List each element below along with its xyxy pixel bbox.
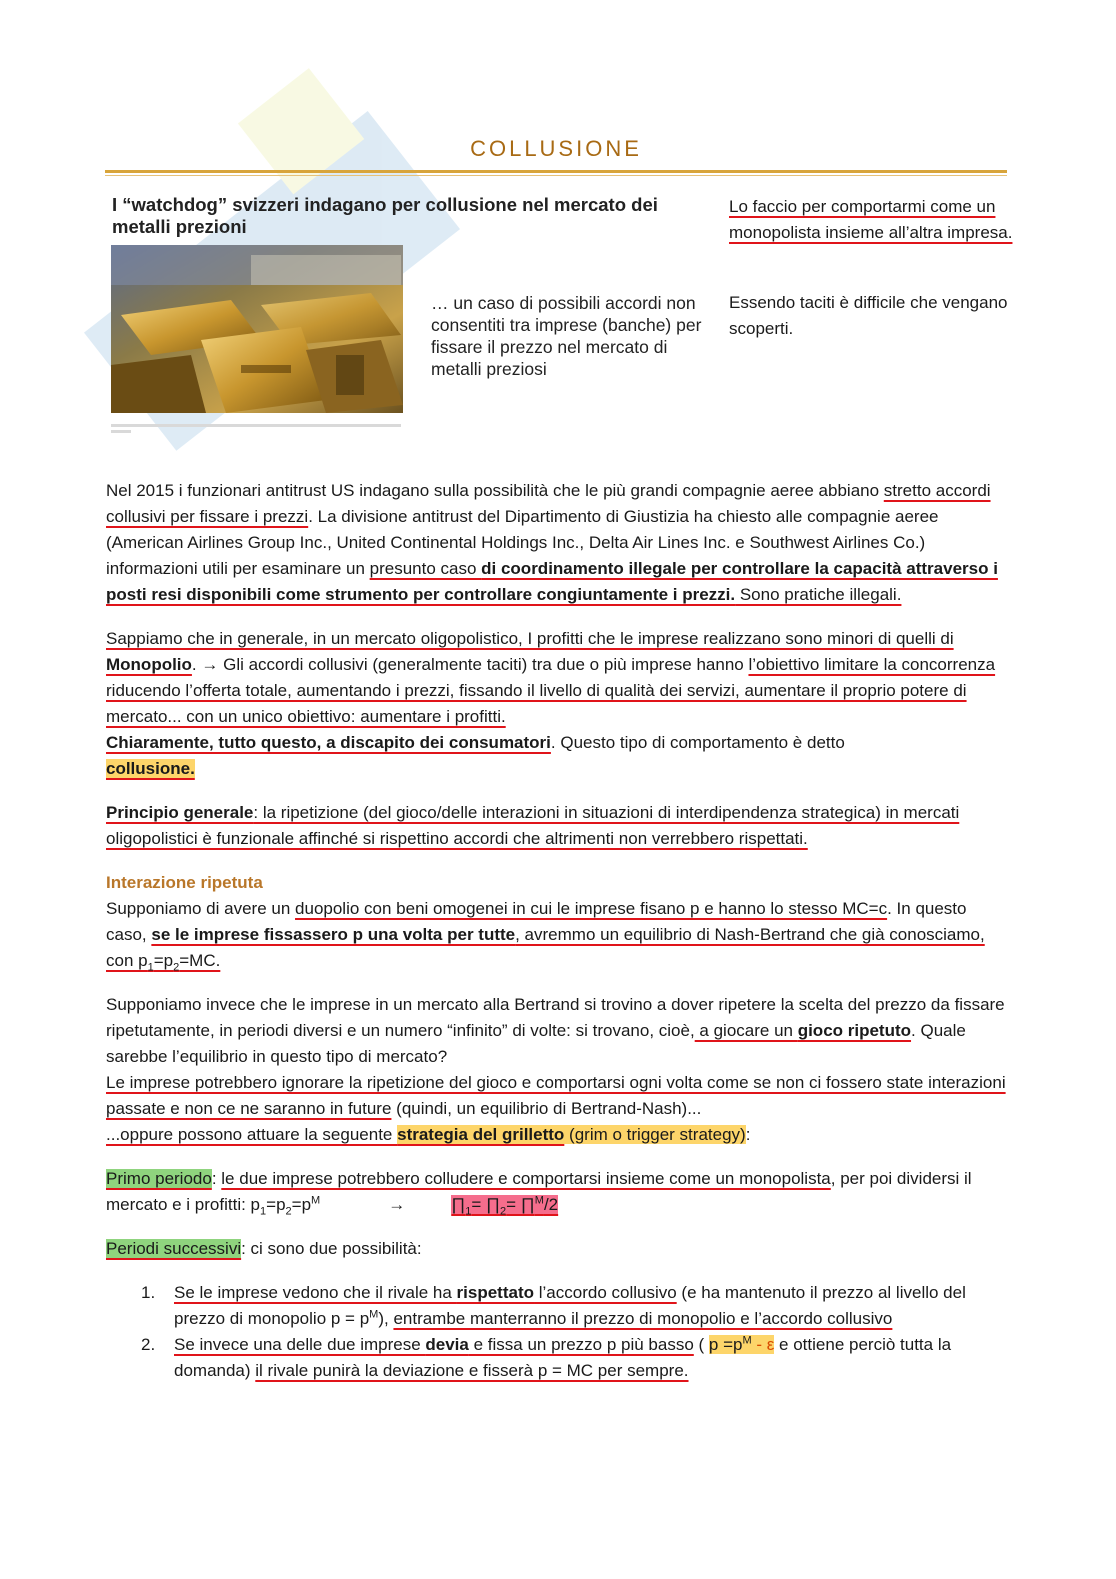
- gold-bars-photo: [111, 245, 403, 413]
- text-span: Chiaramente, tutto questo, a discapito dei consumatori: [106, 733, 551, 752]
- text-span: di coordinamento illegale per controllare la capacità attraverso i posti resi disponibili come strumento per controllare congiuntamente i prezzi.: [106, 559, 998, 604]
- text-span: =p: [153, 951, 174, 970]
- text-span: e fissa un prezzo p più basso: [468, 1335, 694, 1354]
- text-span: p =p: [708, 1335, 743, 1354]
- text-span: . Questo tipo di comportamento è detto: [550, 733, 845, 752]
- text-span: le due imprese potrebbero colludere e comportarsi insieme come un monopolista: [221, 1169, 831, 1188]
- text-span: M: [534, 1194, 544, 1207]
- text-span: M: [742, 1334, 752, 1347]
- text-span: (grim o trigger strategy): [564, 1125, 746, 1144]
- list-item: [106, 1332, 1011, 1384]
- text-span: collusione.: [106, 759, 195, 778]
- paragraph-oligopoly: [106, 626, 1011, 782]
- text-span: =MC.: [179, 951, 221, 970]
- possibilities-list: [106, 1280, 1011, 1384]
- text-span: . La divisione antitrust del Dipartimento di Giustizia ha chiesto alle compagnie aeree (American Airlines Group Inc., United Continental Holdings Inc., Delta Air Lines Inc. e Southwest Airlines Co.) informazioni utili per esaminare un: [106, 507, 939, 578]
- side-note-tacit: Essendo taciti è difficile che vengano scoperti.: [729, 293, 1008, 338]
- text-span: , avremmo un equilibrio di Nash-Bertrand che già conosciamo, con p: [106, 925, 985, 970]
- text-span: M: [369, 1308, 379, 1321]
- list-item: [106, 1280, 1011, 1332]
- text-span: M: [311, 1194, 321, 1207]
- text-span: Supponiamo di avere un: [106, 899, 296, 918]
- side-notes: [729, 194, 1014, 342]
- title-rule: [105, 170, 1007, 173]
- list-number: 1.: [141, 1283, 156, 1302]
- page-title: COLLUSIONE: [470, 136, 642, 161]
- text-span: Primo periodo: [106, 1169, 212, 1188]
- figure-caption-line: [111, 422, 401, 434]
- text-span: :: [745, 1125, 751, 1144]
- text-span: Sono pratiche illegali.: [735, 585, 902, 604]
- paragraph-next-periods: [106, 1236, 1011, 1262]
- text-span: Se invece una delle due imprese: [174, 1335, 426, 1354]
- text-span: 1: [260, 1205, 267, 1218]
- paragraph-first-period: [106, 1166, 1011, 1218]
- news-figure: [108, 190, 718, 445]
- text-span: =p: [266, 1195, 286, 1214]
- text-span: (: [693, 1335, 709, 1354]
- text-span: 2: [285, 1205, 292, 1218]
- text-span: : ci sono due possibilità:: [241, 1239, 422, 1258]
- text-span: l’obiettivo limitare la concorrenza riducendo l’offerta totale, aumentando i prezzi, fissando il livello di qualità dei servizi, aumentare il proprio potere di mercato... con un unico obiettivo: aumentare i profitti.: [106, 655, 996, 726]
- text-span: rispettato: [456, 1283, 535, 1302]
- text-span: (e ha mantenuto il prezzo al livello del prezzo di monopolio p = p: [174, 1283, 966, 1328]
- text-span: . → Gli accordi collusivi (generalmente taciti) tra due o più imprese hanno: [191, 655, 749, 674]
- text-span: :: [211, 1169, 222, 1188]
- figure-quote: … un caso di possibili accordi non consentiti tra imprese (banche) per fissare il prezzo nel mercato di metalli preziosi: [431, 293, 702, 379]
- text-span: ),: [378, 1309, 394, 1328]
- text-span: = ∏: [471, 1195, 500, 1214]
- text-span: 2: [173, 961, 180, 974]
- arrow-icon: →: [388, 1195, 406, 1214]
- text-span: : la ripetizione (del gioco/delle interazioni in situazioni di interdipendenza strategica) in mercati oligopolistici è funzionale affinché si rispettino accordi che altrimenti non verrebbero rispettati.: [106, 803, 960, 848]
- text-span: 1: [465, 1205, 472, 1218]
- text-span: /2: [543, 1195, 559, 1214]
- text-span: Nel 2015 i funzionari antitrust US indagano sulla possibilità che le più grandi compagnie aeree abbiano: [106, 481, 884, 500]
- text-span: ∏: [451, 1195, 466, 1214]
- paragraph-principle: [106, 800, 1011, 852]
- text-span: Monopolio: [106, 655, 192, 674]
- text-span: Sappiamo che in generale, in un mercato oligopolistico, I profitti che le imprese realizzano sono minori di quelli di: [106, 629, 954, 648]
- text-span: =p: [291, 1195, 312, 1214]
- paragraph-duopoly: [106, 896, 1011, 974]
- text-span: 1: [147, 961, 154, 974]
- text-span: se le imprese fissassero p una volta per tutte: [151, 925, 516, 944]
- text-span: , per poi dividersi il mercato e i profitti: p: [106, 1169, 972, 1214]
- side-note-monopolist: Lo faccio per comportarmi come un monopolista insieme all’altra impresa.: [729, 197, 1013, 242]
- text-span: Principio generale: [106, 803, 254, 822]
- text-span: devia: [425, 1335, 469, 1354]
- text-span: . Quale sarebbe l’equilibrio in questo tipo di mercato?: [106, 1021, 966, 1066]
- document-body: [106, 478, 1011, 1384]
- text-span: strategia del grilletto: [397, 1125, 565, 1144]
- text-span: 2: [500, 1205, 507, 1218]
- text-span: . In questo caso,: [106, 899, 967, 944]
- text-span: (quindi, un equilibrio di Bertrand-Nash)...: [391, 1099, 702, 1118]
- text-span: il rivale punirà la deviazione e fisserà p = MC per sempre.: [255, 1361, 689, 1380]
- text-span: l’accordo collusivo: [534, 1283, 677, 1302]
- text-span: a giocare un: [694, 1021, 798, 1040]
- paragraph-repeated-game: [106, 992, 1011, 1148]
- text-span: Supponiamo invece che le imprese in un mercato alla Bertrand si trovino a dover ripetere la scelta del prezzo da fissare ripetutamente, in periodi diversi e un numero “infinito” di volte: si trovano, cioè,: [106, 995, 1005, 1040]
- text-span: gioco ripetuto: [797, 1021, 912, 1040]
- text-span: entrambe manterranno il prezzo di monopolio e l’accordo collusivo: [393, 1309, 893, 1328]
- text-span: = ∏: [506, 1195, 535, 1214]
- text-span: Se le imprese vedono che il rivale ha: [174, 1283, 457, 1302]
- figure-headline: I “watchdog” svizzeri indagano per collusione nel mercato dei metalli prezioni: [112, 194, 658, 237]
- text-span: presunto caso: [369, 559, 482, 578]
- text-span: stretto accordi collusivi per fissare i prezzi: [106, 481, 991, 526]
- text-span: e ottiene perciò tutta la domanda): [174, 1335, 952, 1380]
- paragraph-airlines: [106, 478, 1011, 608]
- text-span: duopolio con beni omogenei in cui le imprese fisano p e hanno lo stesso MC=c: [295, 899, 888, 918]
- title-rule-thin: [105, 175, 1007, 176]
- text-span: Periodi successivi: [106, 1239, 242, 1258]
- text-span: ...oppure possono attuare la seguente: [106, 1125, 398, 1144]
- text-span: - ε: [751, 1335, 775, 1354]
- text-span: Le imprese potrebbero ignorare la ripetizione del gioco e comportarsi ogni volta come se non ci fossero state interazioni passate e non ce ne saranno in future: [106, 1073, 1006, 1118]
- list-number: 2.: [141, 1335, 156, 1354]
- section-heading: Interazione ripetuta: [106, 873, 263, 892]
